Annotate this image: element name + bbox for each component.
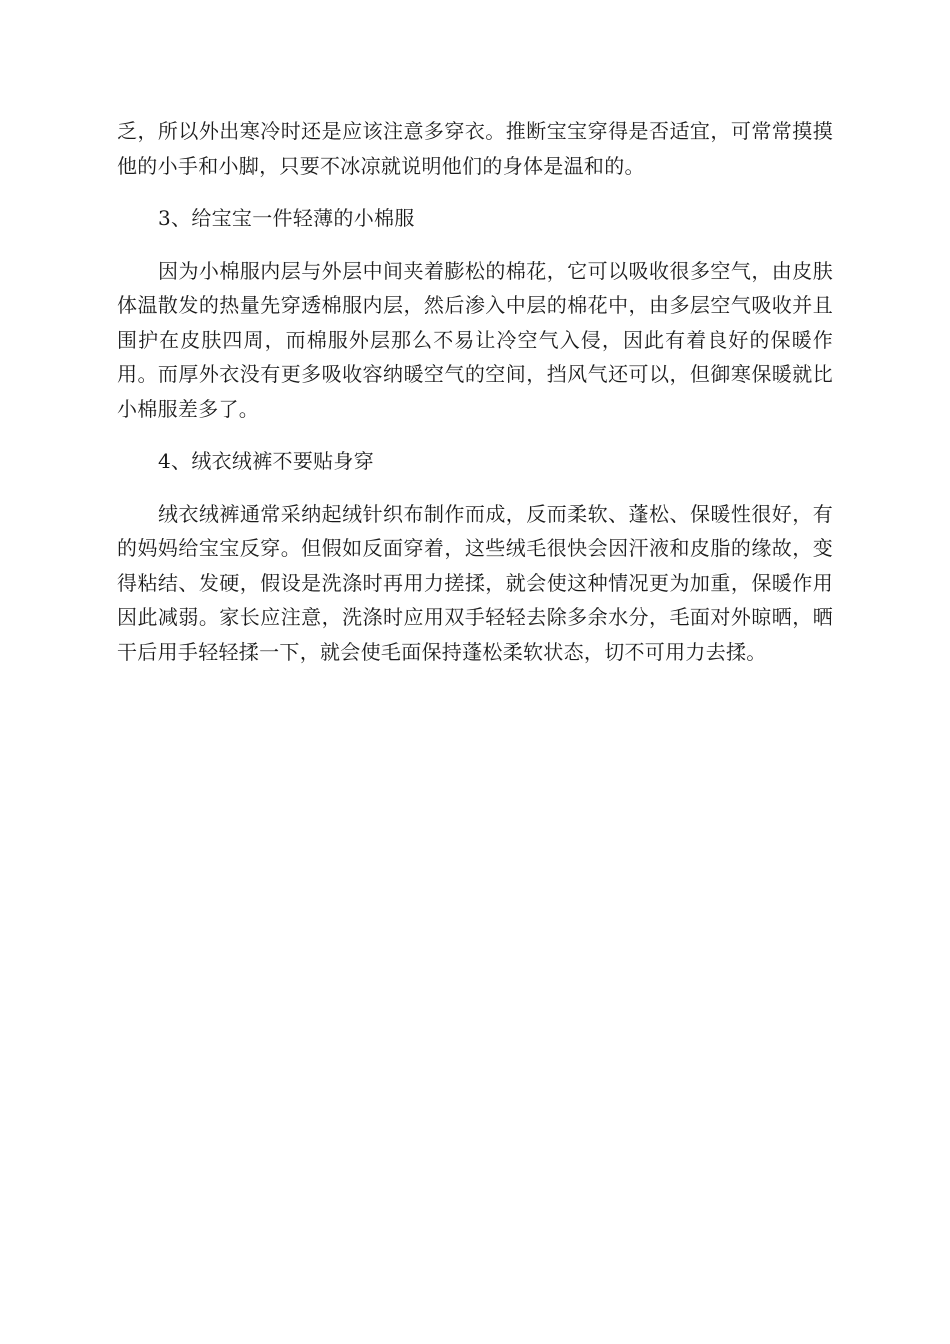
section-heading-3: 3、给宝宝一件轻薄的小棉服 [158,206,415,230]
paragraph-continuation: 乏，所以外出寒冷时还是应该注意多穿衣。推断宝宝穿得是否适宜，可常常摸摸他的小手和小脚，只要不冰凉就说明他们的身体是温和的。 [117,119,833,178]
section-heading-4: 4、绒衣绒裤不要贴身穿 [158,449,375,473]
document-body [117,114,833,669]
paragraph-fleece-clothing: 绒衣绒裤通常采纳起绒针织布制作而成，反而柔软、蓬松、保暖性很好，有的妈妈给宝宝反穿。但假如反面穿着，这些绒毛很快会因汗液和皮脂的缘故，变得粘结、发硬，假设是洗涤时再用力搓揉，就会使这种情况更为加重，保暖作用因此减弱。家长应注意，洗涤时应用双手轻轻去除多余水分，毛面对外晾晒，晒干后用手轻轻揉一下，就会使毛面保持蓬松柔软状态，切不可用力去揉。 [117,501,833,664]
spacer [117,426,833,444]
paragraph-cotton-jacket: 因为小棉服内层与外层中间夹着膨松的棉花，它可以吸收很多空气，由皮肤体温散发的热量先穿透棉服内层，然后渗入中层的棉花中，由多层空气吸收并且围护在皮肤四周，而棉服外层那么不易让冷空气入侵，因此有着良好的保暖作用。而厚外衣没有更多吸收容纳暖空气的空间，挡风气还可以，但御寒保暖就比小棉服差多了。 [117,258,833,421]
spacer [117,236,833,254]
spacer [117,183,833,201]
spacer [117,479,833,497]
